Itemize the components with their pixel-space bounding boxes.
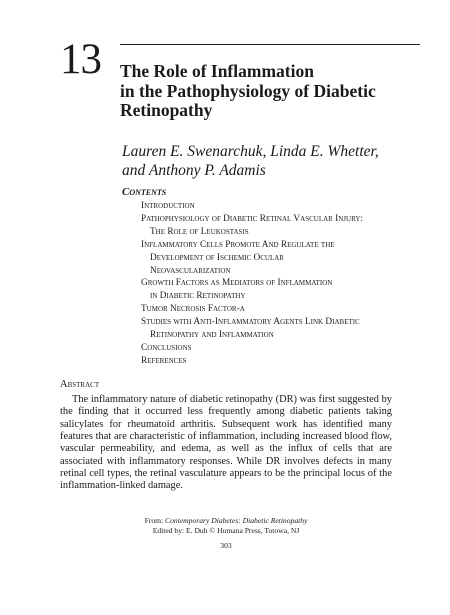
contents-item: Development of Ischemic Ocular bbox=[150, 252, 284, 263]
contents-item: Neovascularization bbox=[150, 265, 231, 276]
contents-heading: Contents bbox=[122, 186, 167, 198]
contents-item: The Role of Leukostasis bbox=[150, 226, 249, 237]
chapter-title-line: The Role of Inflammation bbox=[120, 61, 314, 81]
author-line: Lauren E. Swenarchuk, Linda E. Whetter, bbox=[122, 143, 379, 160]
footnote-from-line bbox=[60, 516, 392, 526]
abstract-heading: Abstract bbox=[60, 379, 100, 390]
chapter-number: 13 bbox=[60, 36, 101, 83]
contents-item: Studies with Anti-Inflammatory Agents Link Diabetic bbox=[141, 317, 360, 328]
contents-item: Introduction bbox=[141, 201, 195, 211]
contents-item: Conclusions bbox=[141, 342, 192, 353]
contents-item: Tumor Necrosis Factor-α bbox=[141, 304, 245, 315]
contents-item: Retinopathy and Inflammation bbox=[150, 330, 274, 341]
footnote-book-title: Contemporary Diabetes: Diabetic Retinopathy bbox=[165, 516, 308, 525]
chapter-title bbox=[120, 44, 420, 121]
contents-item: Inflammatory Cells Promote And Regulate the bbox=[141, 239, 335, 250]
footnote-from-label: From: bbox=[144, 516, 166, 525]
contents-list bbox=[141, 200, 431, 368]
contents-item: References bbox=[141, 355, 187, 366]
source-footnote bbox=[60, 516, 392, 536]
footnote-edited-by: Edited by: E. Duh © Humana Press, Totowa, NJ bbox=[152, 526, 300, 535]
contents-item: Pathophysiology of Diabetic Retinal Vascular Injury: bbox=[141, 213, 363, 224]
chapter-title-line: in the Pathophysiology of Diabetic bbox=[120, 80, 376, 101]
author-line: and Anthony P. Adamis bbox=[122, 162, 266, 179]
abstract-body: The inflammatory nature of diabetic retinopathy (DR) was first suggested by the finding that it occurred less frequently among diabetic patients taking salicylates for rheumatoid arthritis. Subsequent work has identified many features that are characteristic of inflammation, including increased blood flow, vascular permeability, and edema, as well as the influx of cells that are associated with inflammatory responses. While DR involves defects in many retinal cell types, the retinal vasculature appears to be the principal locus of the inflammation-linked damage. bbox=[60, 394, 392, 492]
contents-item: in Diabetic Retinopathy bbox=[150, 291, 246, 302]
author-list bbox=[122, 142, 422, 180]
contents-item: Growth Factors as Mediators of Inflammation bbox=[141, 278, 333, 289]
page-number: 303 bbox=[220, 541, 232, 550]
chapter-title-line: Retinopathy bbox=[120, 100, 213, 120]
